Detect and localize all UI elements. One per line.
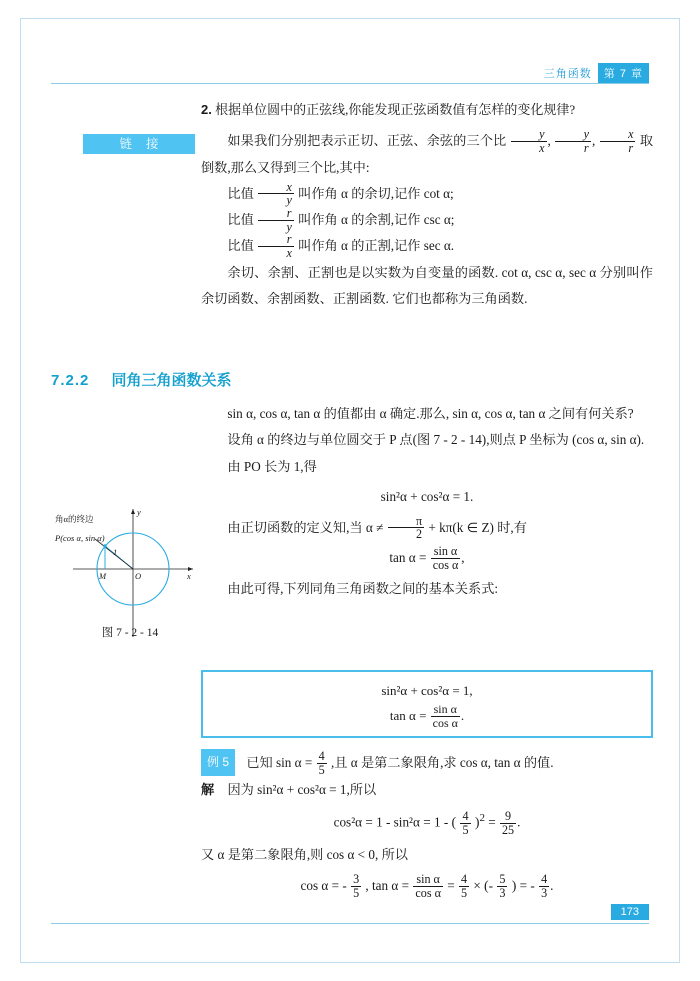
frac-r-over-y: $\frac{r}{y}$: [258, 207, 294, 233]
cot-label-b: 叫作角 α 的余切,记作 cot α;: [298, 185, 454, 201]
header-rule: [51, 83, 649, 84]
frac-x-over-r: $\frac{x}{r}$: [600, 128, 636, 154]
link-line-csc: [201, 207, 653, 233]
footer-rule: [51, 923, 649, 924]
csc-label-a: 比值: [227, 212, 254, 228]
label-point-p: P(cos α, sin α): [55, 533, 105, 543]
frac-y-over-x: $\frac{y}{x}$: [511, 128, 547, 154]
question-2: [201, 97, 653, 122]
link-paragraph-1: 如果我们分别把表示正切、正弦、余弦的三个比 $\frac{y}{x}$ , $\frac{y}{r}$ , $\frac{x}{r}$ 取倒数,那么又得到三个比,其中:: [201, 127, 654, 175]
csc-label-b: 叫作角 α 的余割,记作 csc α;: [298, 212, 455, 228]
link-line-sec: [201, 233, 653, 259]
running-head: [544, 63, 649, 83]
frac-four-fifths-sol: $\frac{4}{5}$: [460, 872, 468, 900]
solution-equation-2: cos α = - $\frac{3}{5}$ , tan α = $\frac{\text{sin α}}{\text{cos α}}$ = $\frac{4}{5}$ × (- $\frac{5}{3}$ ) = - $\frac{4}{3}$ .: [300, 872, 554, 900]
page-number: 173: [611, 904, 649, 920]
label-x-axis: x: [187, 571, 191, 581]
formula-line-2-lhs: tan α =: [389, 707, 427, 723]
frac-r-over-x: $\frac{r}{x}$: [258, 233, 294, 259]
example-statement-b: ,且 α 是第二象限角,求 cos α, tan α 的值.: [330, 755, 554, 770]
section-number: 7.2.2: [51, 372, 90, 389]
sol-eq2-d: ×: [473, 878, 481, 894]
running-head-chapter-number: 第 7 章: [598, 63, 649, 83]
frac-pi-over-2: $\frac{\pi}{2}$: [388, 515, 425, 541]
formula-line-1: sin²α + cos²α = 1,: [381, 682, 473, 698]
example-block: [201, 749, 653, 905]
body-p4-a: 由正切函数的定义知,当 α ≠: [227, 519, 384, 535]
solution-text-1: 因为 sin²α + cos²α = 1,所以: [227, 782, 377, 798]
sol-eq2-c: =: [447, 878, 455, 894]
body-p4: [201, 515, 653, 541]
solution-line-1: [201, 776, 653, 803]
body-p3: 由 PO 长为 1,得: [227, 458, 317, 474]
frac-y-over-r: $\frac{y}{r}$: [555, 128, 591, 154]
example-statement: [201, 749, 653, 776]
frac-x-over-y: $\frac{x}{y}$: [258, 181, 294, 207]
frac-three-fifths: $\frac{3}{5}$: [353, 872, 360, 900]
section-heading: [51, 369, 651, 390]
cot-label-a: 比值: [227, 185, 254, 201]
frac-four-fifths: $\frac{4}{5}$: [318, 748, 325, 777]
sol-eq1-a: cos²α = 1 - sin²α = 1 -: [333, 814, 449, 830]
sol-eq1-b: =: [488, 814, 496, 830]
example-tag: 例 5: [201, 749, 235, 776]
frac-nine-25: $\frac{9}{25}$: [501, 808, 515, 837]
body-p5: 由此可得,下列同角三角函数之间的基本关系式:: [227, 580, 499, 596]
link-paragraph-2: 余切、余割、正割也是以实数为自变量的函数. cot α, csc α, sec α 分别叫作余切函数、余割函数、正割函数. 它们也都称为三角函数.: [201, 264, 653, 306]
solution-line-2: 又 α 是第二象限角,则 cos α < 0, 所以: [201, 847, 408, 863]
sec-label-b: 叫作角 α 的正割,记作 sec α.: [298, 238, 455, 254]
question-block: [201, 97, 653, 311]
sol-eq2-b: , tan α =: [365, 878, 410, 894]
label-terminal-side: 角α的终边: [55, 514, 94, 524]
example-statement-a: 已知 sin α =: [246, 755, 313, 770]
body-p4-b: + kπ(k ∈ Z) 时,有: [428, 519, 527, 535]
label-m-point: M: [99, 571, 107, 581]
section-title: 同角三角函数关系: [111, 372, 232, 389]
equation-1: sin²α + cos²α = 1.: [380, 489, 474, 505]
label-y-axis: y: [137, 507, 141, 517]
equation-2: tan α = $\frac{\text{sin α}}{\text{cos α}}$ ,: [389, 544, 465, 572]
solution-tag: 解: [201, 782, 215, 798]
body-p1: sin α, cos α, tan α 的值都由 α 确定.那么, sin α, cos α, tan α 之间有何关系?: [227, 406, 634, 421]
link-p1-a: 如果我们分别把表示正切、正弦、余弦的三个比: [227, 133, 507, 149]
solution-equation-1: cos²α = 1 - sin²α = 1 - ( $\frac{4}{5}$ )$^2$ = $\frac{9}{25}$ .: [333, 808, 521, 837]
link-line-cot: [201, 181, 653, 207]
formula-line-2: tan α = $\frac{\text{sin α}}{\text{cos α}}$ .: [389, 701, 465, 730]
label-origin: O: [135, 571, 142, 581]
frac-sin-over-cos-box: $\frac{\text{sin α}}{\text{cos α}}$: [432, 701, 458, 730]
label-radius: 1: [113, 547, 118, 557]
running-head-title: 三角函数: [543, 68, 592, 80]
frac-sin-over-cos-sol: $\frac{\text{sin α}}{\text{cos α}}$: [415, 872, 441, 900]
frac-sin-over-cos: $\frac{\text{sin α}}{\text{cos α}}$: [432, 544, 459, 572]
page: [20, 18, 680, 963]
section-body: [201, 401, 653, 602]
equation-2-lhs: tan α =: [389, 550, 427, 566]
frac-four-fifths-sq: $\frac{4}{5}$: [462, 808, 469, 837]
link-p1-b: 取倒数,那么又得到三个比,其中:: [201, 133, 654, 175]
link-tag: 链接: [83, 134, 195, 154]
frac-five-thirds: $\frac{5}{3}$: [499, 872, 506, 900]
question-text: 根据单位圆中的正弦线,你能发现正弦函数值有怎样的变化规律?: [215, 102, 576, 117]
sol-eq2-e: = -: [519, 878, 535, 894]
frac-four-thirds: $\frac{4}{3}$: [541, 872, 548, 900]
question-number: 2.: [201, 102, 212, 117]
sec-label-a: 比值: [227, 238, 254, 254]
figure-caption: 图 7 - 2 - 14: [101, 627, 159, 639]
sol-eq2-a: cos α = -: [300, 878, 347, 894]
body-p2: 设角 α 的终边与单位圆交于 P 点(图 7 - 2 - 14),则点 P 坐标为 (cos α, sin α).: [227, 432, 645, 448]
key-formula-box: [201, 670, 653, 738]
